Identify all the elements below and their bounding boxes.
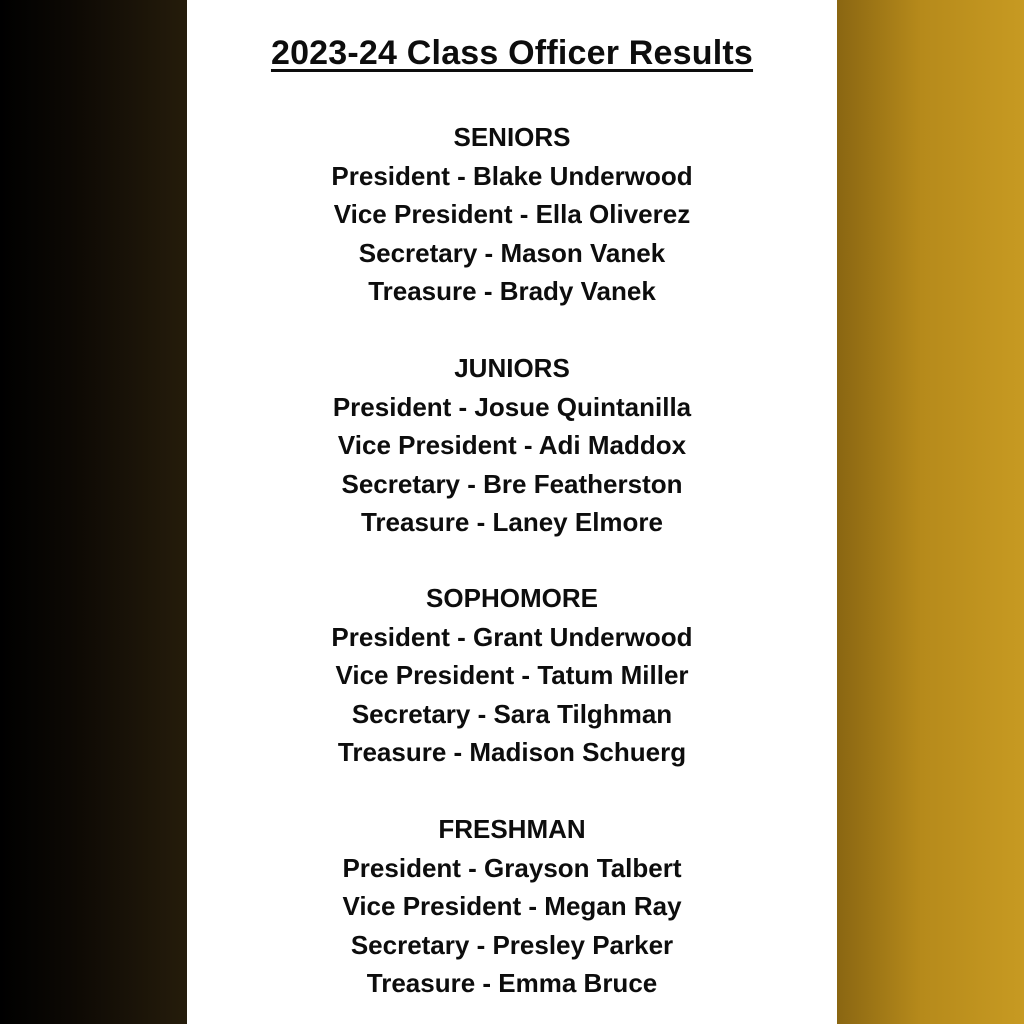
section-sophomore [187, 579, 837, 772]
officer-line-secretary: Secretary - Bre Featherston [341, 468, 683, 499]
left-border-band [0, 0, 187, 1024]
officer-line-president: President - Grant Underwood [331, 621, 693, 652]
document-title: 2023-24 Class Officer Results [270, 34, 754, 72]
officer-line-treasurer: Treasure - Brady Vanek [368, 276, 656, 306]
officer-line-vice-president: Vice President - Adi Maddox [337, 430, 687, 460]
section-heading: FRESHMAN [438, 814, 586, 844]
officer-line-vice-president: Vice President - Tatum Miller [335, 660, 689, 690]
officer-line-secretary: Secretary - Presley Parker [350, 929, 674, 960]
officer-line-treasurer: Treasure - Laney Elmore [360, 507, 664, 537]
section-juniors [187, 349, 837, 542]
officer-line-president: President - Grayson Talbert [342, 852, 682, 883]
officer-line-vice-president: Vice President - Ella Oliverez [333, 199, 691, 229]
section-freshman [187, 810, 837, 1003]
right-border-band [837, 0, 1024, 1024]
section-heading: SOPHOMORE [426, 583, 598, 613]
officer-line-secretary: Secretary - Sara Tilghman [351, 698, 673, 729]
officer-line-secretary: Secretary - Mason Vanek [358, 237, 666, 268]
officer-line-treasurer: Treasure - Madison Schuerg [337, 737, 687, 767]
section-heading: JUNIORS [454, 353, 570, 383]
results-document [187, 0, 837, 1024]
officer-line-president: President - Josue Quintanilla [332, 391, 692, 422]
section-heading: SENIORS [453, 122, 571, 152]
officer-line-treasurer: Treasure - Emma Bruce [366, 968, 658, 998]
section-seniors [187, 118, 837, 311]
officer-line-president: President - Blake Underwood [331, 160, 693, 191]
officer-line-vice-president: Vice President - Megan Ray [342, 891, 682, 921]
